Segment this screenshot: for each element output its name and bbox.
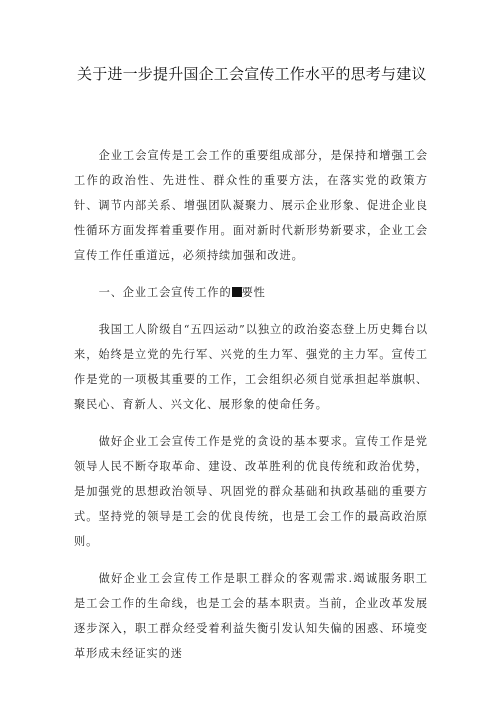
section-heading — [74, 280, 428, 305]
document-title: 关于进一步提升国企工会宣传工作水平的思考与建议 — [77, 65, 427, 83]
redaction-block — [232, 287, 242, 297]
body-paragraph-2: 做好企业工会宣传工作是党的贪设的基本要求。宣传工作是党领导人民不断夺取革命、建设、改革胜利的优良传统和政治优势，是加强党的思想政治领导、巩固党的群众基础和执政基础的重要方式。坚持党的领导是工会的优良传统，也是工会工作的最高政治原则。 — [74, 435, 428, 548]
intro-paragraph: 企业工会宣传是工会工作的重要组成部分，是保持和增强工会工作的政治性、先进性、群众性的重要方法，在落实党的政策方针、调节内部关系、增强团队凝聚力、展示企业形象、促进企业良性循环方面发挥着重要作用。面对新时代新形势新要求，企业工会宣传工作任重道远，必须持续加强和改进。 — [74, 149, 428, 262]
document-body — [74, 143, 428, 678]
section-heading-text-start: 一、企业工会宣传工作的 — [98, 286, 232, 299]
body-paragraph-1: 我国工人阶级自“五四运动”以独立的政治姿态登上历史舞台以来，始终是立党的先行军、兴党的生力军、强党的主力军。宣传工作是党的一项极其重要的工作，工会组织必须自觉承担起举旗帜、聚民心、育新人、兴文化、展形象的使命任务。 — [74, 323, 428, 411]
section-heading-text-end: 要性 — [241, 286, 266, 299]
body-paragraph-3: 做好企业工会宣传工作是职工群众的客观需求.竭诚服务职工是工会工作的生命线，也是工会的基本职责。当前，企业改革发展逐步深入，职工群众经受着利益失衡引发认知失偏的困惑、环境变革形成未经证实的迷 — [74, 572, 428, 660]
